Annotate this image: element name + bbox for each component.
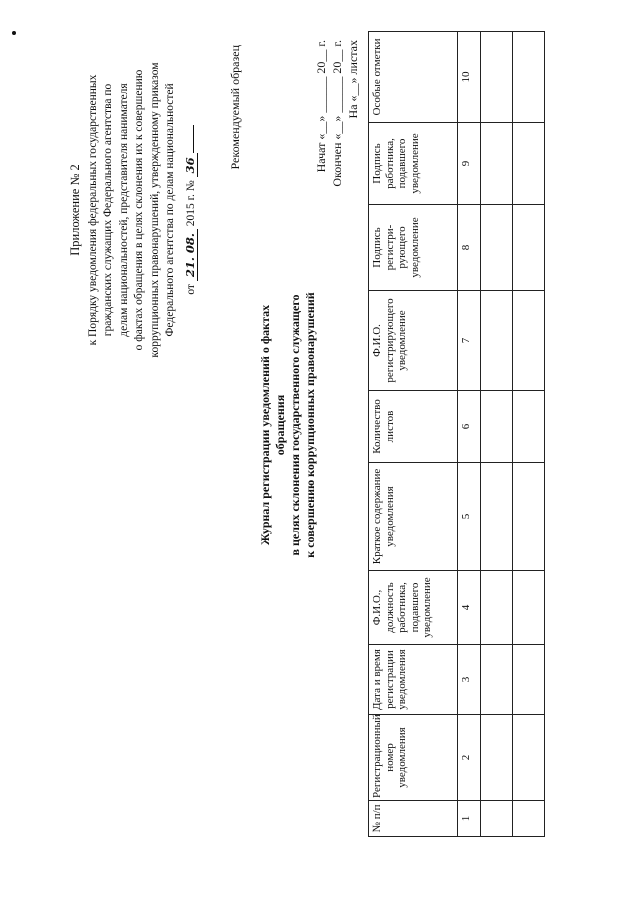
appendix-line: коррупционных правонарушений, утвержденному приказом — [148, 62, 161, 358]
table-header-cell: Количество листов — [369, 391, 458, 463]
appendix-line: Федерального агентства по делам национальностей — [164, 83, 176, 337]
appendix-line: гражданских служащих Федерального агентства по — [102, 83, 114, 337]
sheets-line: На «__» листах — [346, 40, 360, 119]
table-header-cell: Особые отметки — [369, 32, 458, 123]
column-number: 1 — [458, 801, 481, 837]
column-number: 5 — [458, 463, 481, 571]
table-number-row — [458, 32, 481, 837]
column-number: 4 — [458, 571, 481, 645]
table-header-cell: Регистрационный номер уведомления — [369, 715, 458, 801]
scan-dot — [12, 31, 16, 35]
column-number: 6 — [458, 391, 481, 463]
ended-line: Окончен «__» ______ 20__ г. — [330, 40, 344, 187]
journal-title-line: к совершению коррупционных правонарушений — [303, 292, 317, 558]
table-header-row — [369, 32, 458, 837]
appendix-title: Приложение № 2 — [68, 164, 82, 256]
column-number: 7 — [458, 291, 481, 391]
table-header-cell: Краткое содержание уведомления — [369, 463, 458, 571]
table-header-cell: Дата и время регистрации уведомления — [369, 645, 458, 715]
table-header-cell: Подпись регистри-рующего уведомление — [369, 205, 458, 291]
appendix-line: делам национальностей, представителя нанимателя — [117, 83, 130, 337]
table-row — [513, 32, 545, 837]
table-header-cell: № п/п — [369, 801, 458, 837]
table-row — [481, 32, 513, 837]
appendix-line: к Порядку уведомления федеральных государственных — [86, 74, 99, 346]
table-header-cell: Ф.И.О. регистрирующего уведомление — [369, 291, 458, 391]
appendix-date-line — [183, 35, 200, 385]
appendix-block — [68, 35, 199, 385]
journal-table — [368, 31, 545, 837]
journal-title-line: в целях склонения государственного служащего — [288, 294, 302, 556]
year-text: 2015 г. № — [184, 180, 197, 227]
handwritten-number: 36 — [183, 153, 198, 177]
journal-title-line: Журнал регистрации уведомлений о фактах обращения — [258, 304, 287, 546]
date-prefix: от — [184, 284, 197, 295]
column-number: 8 — [458, 205, 481, 291]
table-header-cell: Ф.И.О., должность работника, подавшего уведомление — [369, 571, 458, 645]
table-header-cell: Подпись работника, подавшего уведомление — [369, 123, 458, 205]
recommended-sample-label: Рекомендуемый образец — [228, 45, 242, 170]
started-line: Начат «__» ______ 20__ г. — [314, 40, 328, 173]
column-number: 10 — [458, 32, 481, 123]
handwritten-date: 21. 08. — [183, 229, 198, 281]
appendix-line: о фактах обращения в целях склонения их к совершению — [133, 69, 145, 351]
column-number: 3 — [458, 645, 481, 715]
journal-title — [258, 275, 318, 575]
journal-period — [313, 40, 361, 255]
column-number: 9 — [458, 123, 481, 205]
column-number: 2 — [458, 715, 481, 801]
